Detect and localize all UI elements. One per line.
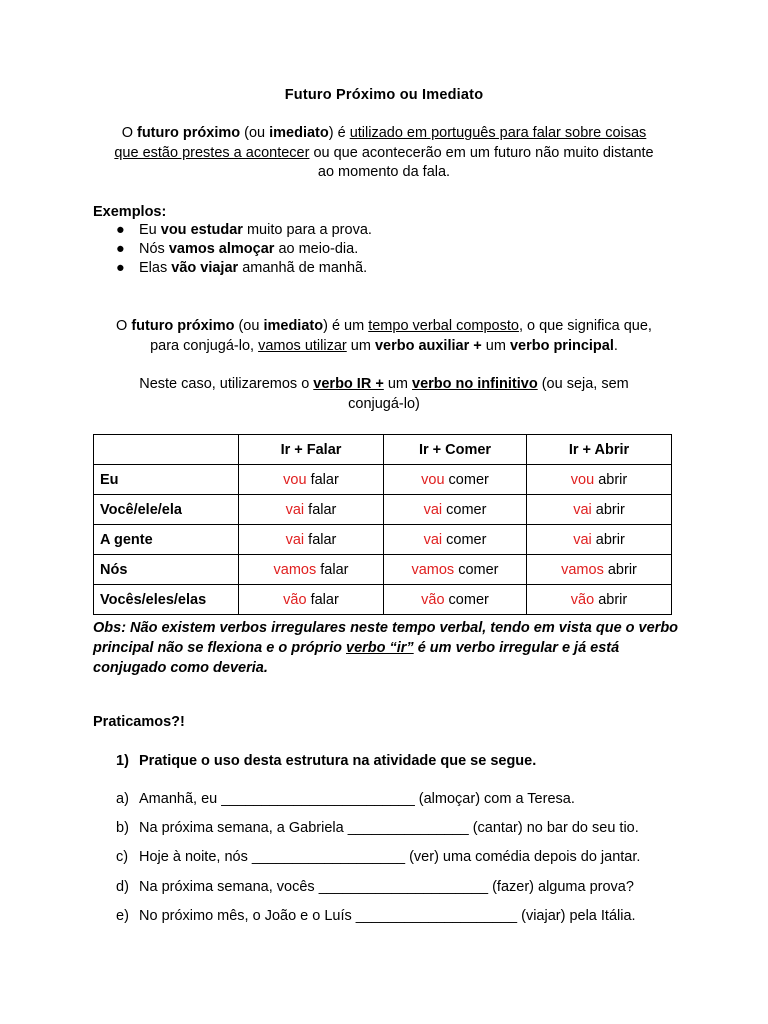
exercise-item-e	[0, 908, 768, 928]
infinitive: comer	[442, 531, 487, 548]
text: amanhã de manhã.	[238, 260, 368, 276]
table-cell	[527, 585, 672, 615]
underlined-text: vamos utilizar	[258, 338, 347, 354]
item-text: Na próxima semana, a Gabriela _______________ (cantar) no bar do seu tio.	[139, 820, 639, 836]
text: ou que acontecerão em um futuro não muito distante	[309, 145, 654, 161]
text: ao meio-dia.	[274, 241, 359, 257]
table-cell	[239, 555, 384, 585]
exercise-item-d	[0, 879, 768, 899]
example-item-1	[0, 222, 768, 242]
infinitive: falar	[306, 471, 339, 488]
text: O	[121, 125, 137, 141]
infinitive: abrir	[603, 561, 637, 578]
text: um	[481, 338, 510, 354]
term-verbo-ir: verbo IR +	[313, 376, 384, 392]
item-label: a)	[116, 791, 129, 807]
auxiliary-verb: vai	[285, 531, 305, 548]
underlined-text: que estão prestes a acontecer	[114, 145, 310, 161]
item-label: b)	[116, 820, 129, 836]
table-cell	[239, 495, 384, 525]
text: (ou	[234, 318, 264, 334]
table-cell	[384, 465, 527, 495]
text: para conjugá-lo,	[150, 338, 259, 354]
text: Elas	[139, 260, 172, 276]
text: um	[346, 338, 375, 354]
explain-line-4: conjugá-lo)	[348, 396, 420, 412]
bullet-icon: ●	[116, 260, 125, 276]
underlined-text: utilizado em português para falar sobre coisas	[349, 125, 647, 141]
term-verbo-auxiliar: verbo auxiliar +	[374, 338, 482, 354]
table-cell	[527, 555, 672, 585]
example-item-3	[0, 260, 768, 280]
table-row	[94, 465, 672, 495]
auxiliary-verb: vou	[421, 471, 445, 488]
item-label: c)	[116, 849, 129, 865]
text: O	[116, 318, 132, 334]
table-cell	[384, 525, 527, 555]
text: Neste caso, utilizaremos o	[139, 376, 314, 392]
auxiliary-verb: vou	[570, 471, 595, 488]
explain-line-1	[0, 318, 768, 334]
examples-label: Exemplos:	[93, 204, 167, 220]
auxiliary-verb: vai	[423, 501, 443, 518]
intro-line-3: ao momento da fala.	[317, 164, 451, 180]
infinitive: abrir	[594, 591, 628, 608]
underlined-text: tempo verbal composto	[368, 318, 519, 334]
auxiliary-verb: vai	[285, 501, 305, 518]
auxiliary-verb: vamos	[273, 561, 317, 578]
intro-line-1	[0, 125, 768, 141]
table-row	[94, 555, 672, 585]
example-verb: vamos almoçar	[168, 241, 275, 257]
infinitive: falar	[316, 561, 349, 578]
text: Obs: Não existem verbos irregulares neste tempo verbal, tendo em vista que o verbo principal não se flexiona e o próprio	[93, 620, 679, 656]
term-futuro-proximo: futuro próximo	[131, 318, 235, 334]
observation-note	[93, 618, 683, 678]
example-item-2	[0, 241, 768, 261]
intro-line-2	[0, 145, 768, 161]
row-label: Eu	[94, 465, 239, 495]
text: , o que significa que,	[518, 318, 652, 334]
table-row	[94, 495, 672, 525]
item-text: Hoje à noite, nós ___________________ (ver) uma comédia depois do jantar.	[139, 849, 641, 865]
item-text: Amanhã, eu ________________________ (almoçar) com a Teresa.	[139, 791, 575, 807]
term-verbo-infinitivo: verbo no infinitivo	[412, 376, 538, 392]
row-label: Vocês/eles/elas	[94, 585, 239, 615]
table-cell	[384, 495, 527, 525]
conjugation-table	[93, 434, 672, 615]
auxiliary-verb: vão	[421, 591, 445, 608]
auxiliary-verb: vai	[573, 501, 592, 518]
example-verb: vão viajar	[171, 260, 239, 276]
text: um	[383, 376, 413, 392]
auxiliary-verb: vai	[573, 531, 592, 548]
term-verbo-principal: verbo principal	[509, 338, 614, 354]
infinitive: abrir	[591, 501, 625, 518]
term-imediato: imediato	[269, 125, 329, 141]
row-label: Você/ele/ela	[94, 495, 239, 525]
explain-line-2	[0, 338, 768, 354]
text: Eu	[139, 222, 161, 238]
row-label: A gente	[94, 525, 239, 555]
table-header-cell: Ir + Falar	[239, 435, 384, 465]
example-verb: vou estudar	[160, 222, 243, 238]
text: (ou	[240, 125, 270, 141]
text: muito para a prova.	[242, 222, 372, 238]
table-header-cell: Ir + Comer	[384, 435, 527, 465]
table-row	[94, 585, 672, 615]
auxiliary-verb: vai	[423, 531, 443, 548]
term-imediato: imediato	[263, 318, 324, 334]
text: Nós	[139, 241, 169, 257]
auxiliary-verb: vão	[283, 591, 307, 608]
exercise-item-b	[0, 820, 768, 840]
row-label: Nós	[94, 555, 239, 585]
infinitive: abrir	[594, 471, 628, 488]
table-cell	[527, 495, 672, 525]
table-cell	[527, 465, 672, 495]
item-label: d)	[116, 879, 129, 895]
text: ) é um	[323, 318, 369, 334]
table-header-cell: Ir + Abrir	[527, 435, 672, 465]
bullet-icon: ●	[116, 222, 125, 238]
explain-line-3	[0, 376, 768, 392]
infinitive: abrir	[591, 531, 625, 548]
table-cell	[239, 525, 384, 555]
infinitive: falar	[304, 531, 337, 548]
question-number: 1)	[116, 753, 129, 769]
text: é um verbo irregular e já está conjugado como deveria.	[93, 640, 620, 676]
item-text: No próximo mês, o João e o Luís ____________________ (viajar) pela Itália.	[139, 908, 636, 924]
infinitive: comer	[454, 561, 499, 578]
infinitive: comer	[444, 471, 489, 488]
text: (ou seja, sem	[537, 376, 629, 392]
infinitive: falar	[306, 591, 339, 608]
question-text: Pratique o uso desta estrutura na atividade que se segue.	[139, 753, 537, 769]
infinitive: comer	[444, 591, 489, 608]
practice-heading: Praticamos?!	[93, 714, 185, 730]
infinitive: falar	[304, 501, 337, 518]
auxiliary-verb: vamos	[561, 561, 604, 578]
item-text: Na próxima semana, vocês _____________________ (fazer) alguma prova?	[139, 879, 634, 895]
auxiliary-verb: vamos	[411, 561, 455, 578]
underlined-text: verbo “ir”	[346, 640, 414, 656]
text: .	[613, 338, 618, 354]
text: ) é	[328, 125, 350, 141]
table-cell	[384, 555, 527, 585]
table-header-row	[94, 435, 672, 465]
bullet-icon: ●	[116, 241, 125, 257]
term-futuro-proximo: futuro próximo	[137, 125, 241, 141]
table-row	[94, 525, 672, 555]
infinitive: comer	[442, 501, 487, 518]
auxiliary-verb: vou	[283, 471, 307, 488]
table-cell	[239, 585, 384, 615]
table-cell	[384, 585, 527, 615]
auxiliary-verb: vão	[570, 591, 595, 608]
exercise-item-a	[0, 791, 768, 811]
item-label: e)	[116, 908, 129, 924]
table-cell	[239, 465, 384, 495]
table-header-cell	[94, 435, 239, 465]
exercise-item-c	[0, 849, 768, 869]
page-title: Futuro Próximo ou Imediato	[284, 87, 484, 103]
table-cell	[527, 525, 672, 555]
